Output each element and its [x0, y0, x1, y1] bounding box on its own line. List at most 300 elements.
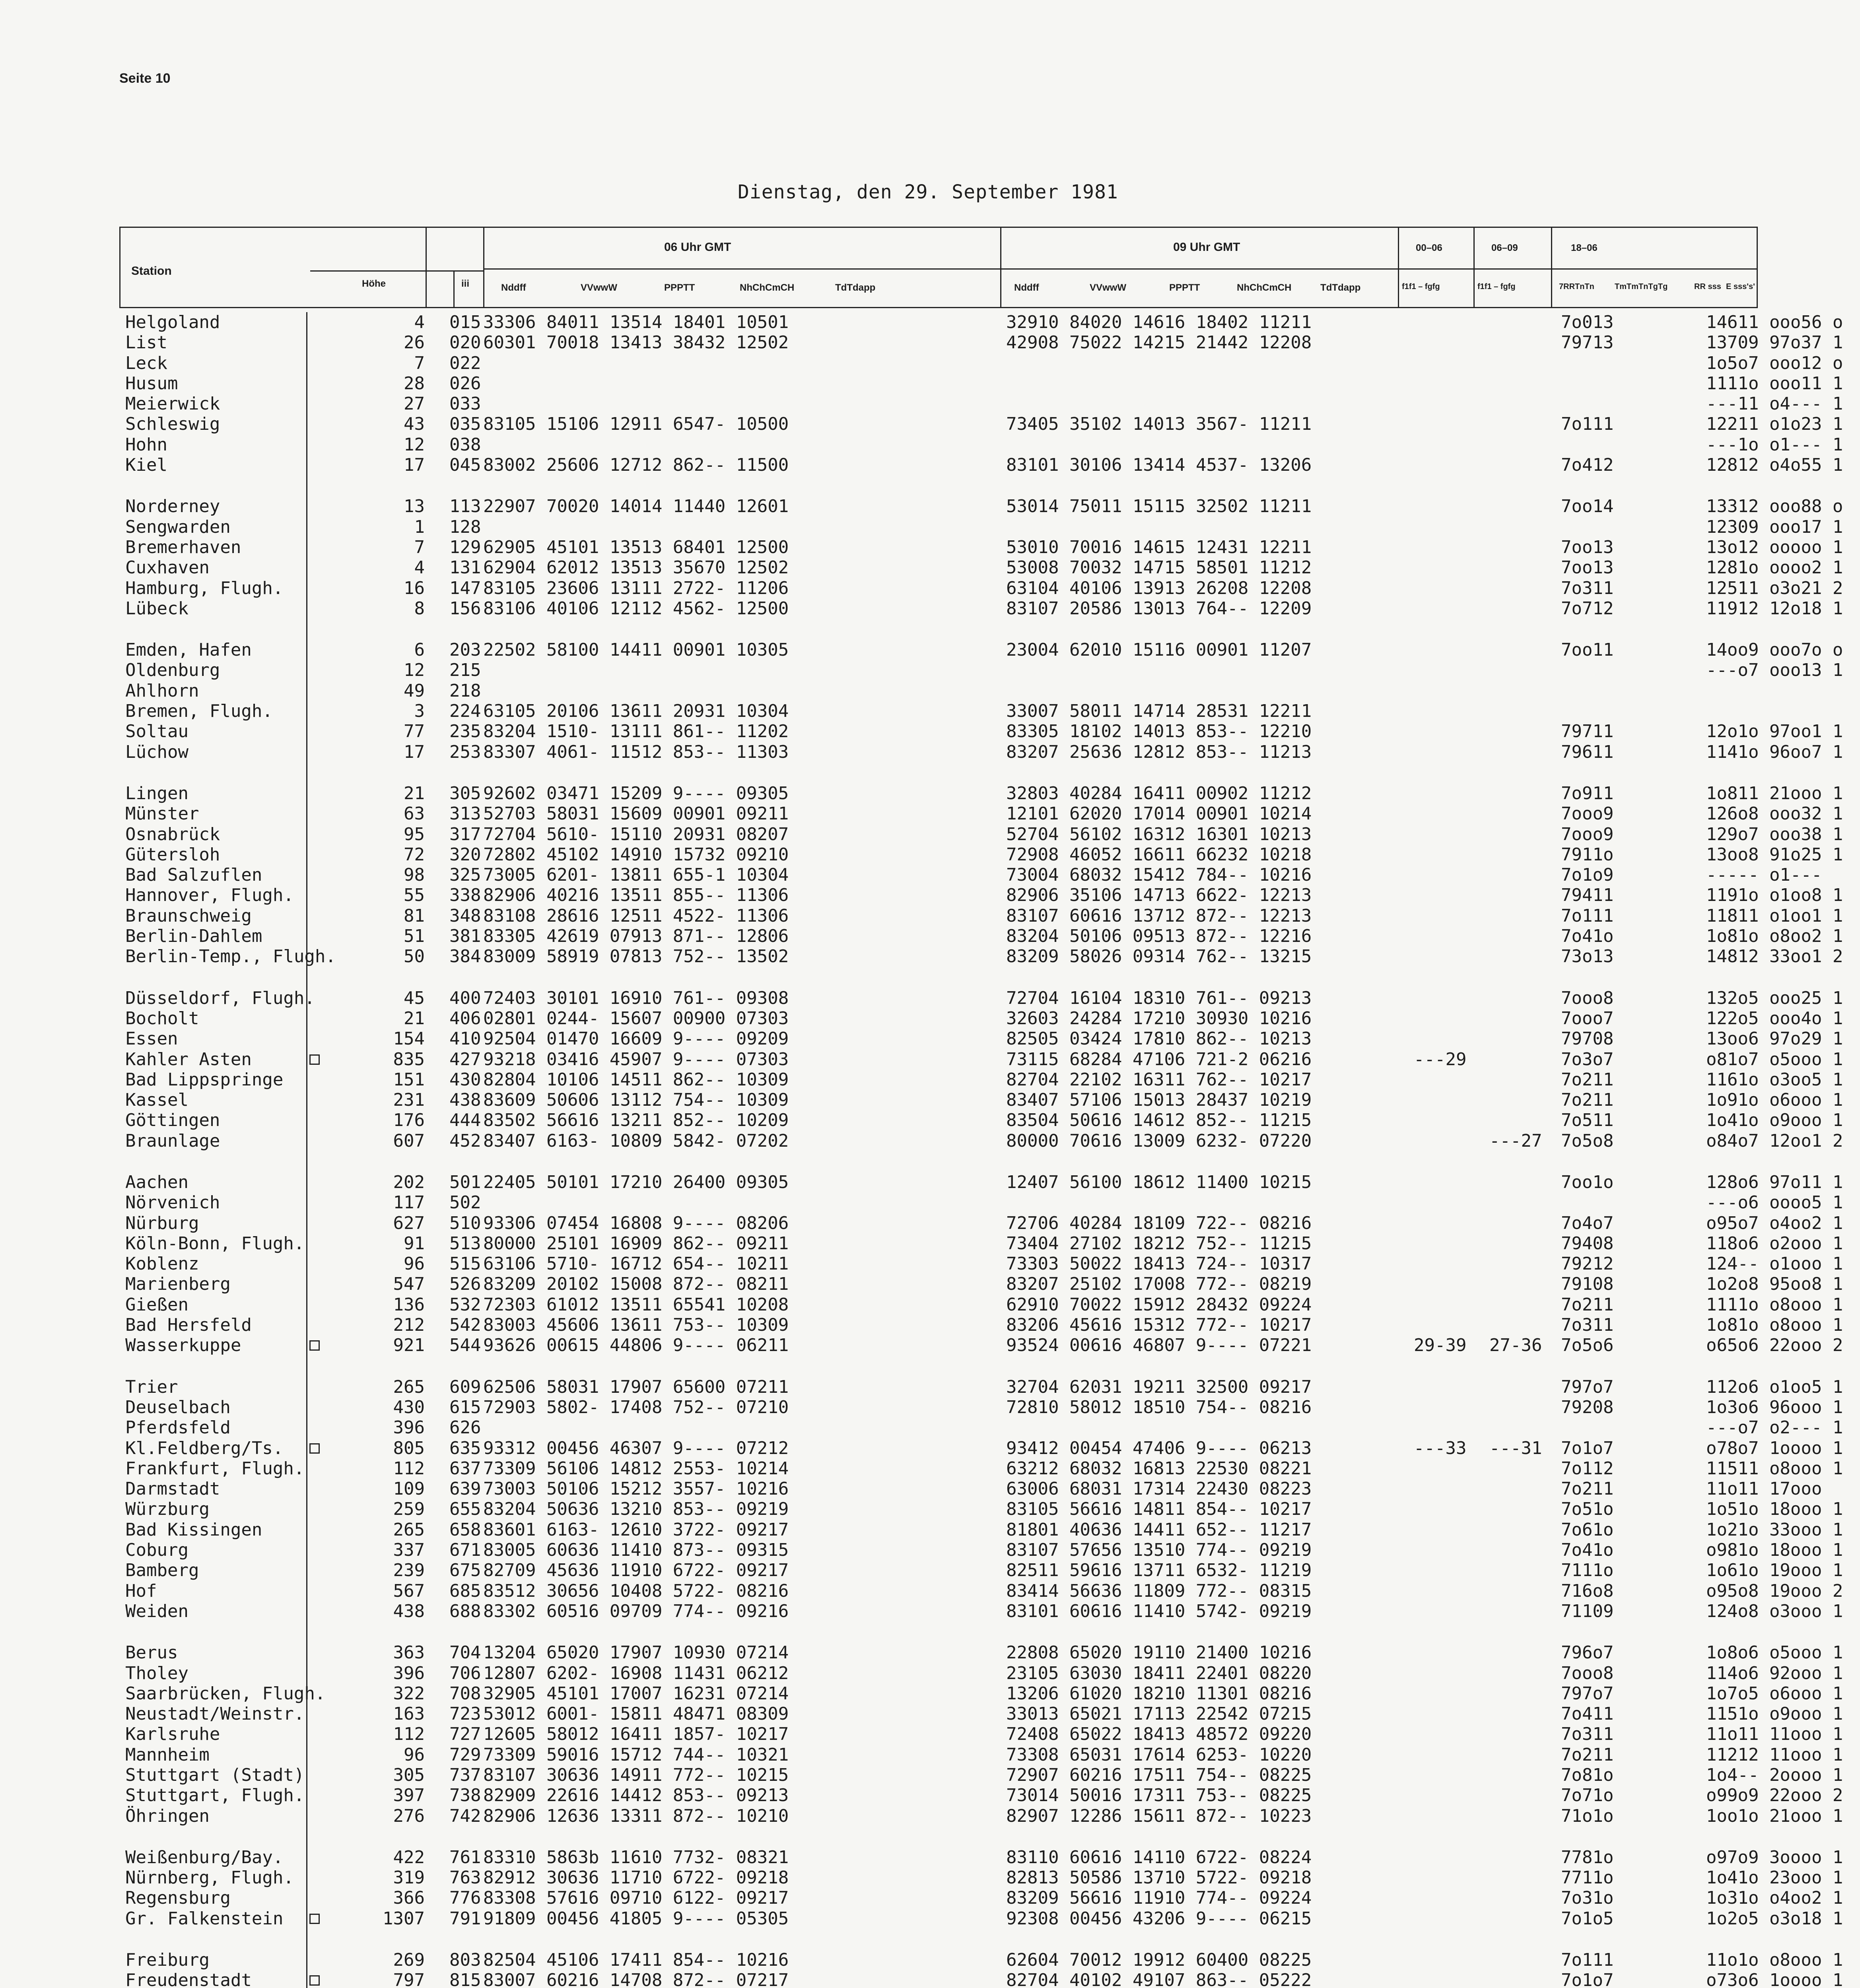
station-index: 706: [449, 1663, 481, 1683]
obs-06: 83407 6163- 10809 5842- 07202: [483, 1130, 789, 1151]
station-name: Schleswig: [125, 414, 220, 435]
station-name: Berlin-Temp., Flugh.: [125, 946, 336, 967]
station-name: Bad Hersfeld: [125, 1315, 252, 1336]
station-hoehe: 4: [414, 557, 425, 578]
obs-06: 83512 30656 10408 5722- 08216: [483, 1580, 789, 1601]
station-name: Braunlage: [125, 1130, 220, 1151]
obs-06: 92504 01470 16609 9---- 09209: [483, 1029, 789, 1049]
obs-09: 83414 56636 11809 772-- 08315: [1006, 1580, 1312, 1601]
station-hoehe: 17: [404, 455, 425, 476]
obs-extra: ---o7 o2--- 1: [1706, 1417, 1843, 1438]
obs-06: 52703 58031 15609 00901 09211: [483, 804, 789, 824]
obs-extra: 1o41o o9ooo 1: [1706, 1110, 1843, 1131]
obs-09: 62604 70012 19912 60400 08225: [1006, 1950, 1312, 1971]
station-name: Wasserkuppe: [125, 1335, 241, 1356]
table-row: [119, 681, 1758, 701]
station-table: [119, 312, 1843, 1988]
obs-09: 83101 60616 11410 5742- 09219: [1006, 1601, 1312, 1621]
obs-06: 83105 23606 13111 2722- 11206: [483, 578, 789, 598]
table-row: [119, 414, 1843, 435]
station-hoehe: 112: [393, 1458, 425, 1479]
obs-extra: 1151o o9ooo 1: [1706, 1704, 1843, 1724]
station-name: Darmstadt: [125, 1479, 220, 1499]
obs-18-06: 7o51o: [1561, 1499, 1614, 1520]
station-index: 015: [449, 312, 481, 332]
station-index: 113: [449, 496, 481, 517]
station-index: 708: [449, 1683, 481, 1704]
table-row: [119, 332, 1843, 353]
table-row: [119, 742, 1843, 762]
obs-18-06: 7o61o: [1561, 1519, 1614, 1540]
table-row: [119, 1888, 1843, 1908]
station-index: 704: [449, 1642, 481, 1663]
obs-18-06: 7oo13: [1561, 557, 1614, 578]
obs-06: 82804 10106 14511 862-- 10309: [483, 1069, 789, 1090]
obs-06: 83005 60636 11410 873-- 09315: [483, 1540, 789, 1561]
station-index: 022: [449, 353, 481, 373]
obs-06: 72403 30101 16910 761-- 09308: [483, 988, 789, 1008]
station-hoehe: 51: [404, 926, 425, 947]
table-row: [119, 1069, 1843, 1090]
obs-06: 83305 42619 07913 871-- 12806: [483, 926, 789, 947]
station-name: Weiden: [125, 1601, 189, 1621]
station-index: 128: [449, 516, 481, 537]
station-name: List: [125, 332, 167, 353]
obs-18-06: 71109: [1561, 1601, 1614, 1621]
station-name: Gr. Falkenstein: [125, 1908, 284, 1929]
obs-18-06: 7711o: [1561, 1868, 1614, 1888]
station-hoehe: 3: [414, 701, 425, 722]
station-index: 038: [449, 434, 481, 455]
table-row: [119, 1029, 1843, 1049]
obs-18-06: 7781o: [1561, 1847, 1614, 1868]
station-index: 026: [449, 373, 481, 394]
station-hoehe: 49: [404, 680, 425, 701]
square-marker: [309, 1054, 320, 1065]
table-row: [119, 598, 1843, 619]
obs-06: 82709 45636 11910 6722- 09217: [483, 1560, 789, 1581]
obs-06: 83209 20102 15008 872-- 08211: [483, 1274, 789, 1295]
obs-09: 53008 70032 14715 58501 11212: [1006, 557, 1312, 578]
obs-06: 22405 50101 17210 26400 09305: [483, 1172, 789, 1192]
obs-18-06: 7ooo8: [1561, 1663, 1614, 1683]
obs-extra: ---11 o4--- 1: [1706, 394, 1843, 414]
header-06-gmt: 06 Uhr GMT: [664, 241, 731, 254]
table-row: [119, 1090, 1843, 1110]
station-hoehe: 567: [393, 1580, 425, 1601]
station-index: 776: [449, 1888, 481, 1908]
station-index: 671: [449, 1540, 481, 1561]
station-name: Mannheim: [125, 1744, 210, 1765]
station-name: Karlsruhe: [125, 1724, 220, 1745]
obs-18-06: 7ooo9: [1561, 804, 1614, 824]
obs-18-06: 71o1o: [1561, 1806, 1614, 1826]
obs-18-06: 7o3o7: [1561, 1049, 1614, 1070]
obs-09: 72704 16104 18310 761-- 09213: [1006, 988, 1312, 1008]
station-index: 317: [449, 824, 481, 845]
station-name: Regensburg: [125, 1888, 231, 1908]
obs-18-06: 79611: [1561, 742, 1614, 762]
obs-09: 83305 18102 14013 853-- 12210: [1006, 721, 1312, 742]
station-name: Nürnberg, Flugh.: [125, 1868, 294, 1888]
station-index: 542: [449, 1315, 481, 1336]
col-nddff-09: Nddff: [1014, 282, 1039, 293]
obs-09: 72408 65022 18413 48572 09220: [1006, 1724, 1312, 1745]
station-hoehe: 805: [393, 1438, 425, 1458]
obs-09: 92308 00456 43206 9---- 06215: [1006, 1908, 1312, 1929]
station-index: 658: [449, 1519, 481, 1540]
station-hoehe: 26: [404, 332, 425, 353]
obs-extra: 1o4-- 2oooo 1: [1706, 1765, 1843, 1785]
station-index: 532: [449, 1294, 481, 1315]
obs-extra: ---o6 oooo5 1: [1706, 1192, 1843, 1213]
station-index: 637: [449, 1458, 481, 1479]
obs-06: 83107 30636 14911 772-- 10215: [483, 1765, 789, 1785]
station-hoehe: 96: [404, 1744, 425, 1765]
station-index: 348: [449, 905, 481, 926]
obs-06: 93218 03416 45907 9---- 07303: [483, 1049, 789, 1070]
obs-18-06: 7oo14: [1561, 496, 1614, 517]
station-index: 224: [449, 701, 481, 722]
station-hoehe: 176: [393, 1110, 425, 1131]
station-hoehe: 797: [393, 1970, 425, 1988]
obs-extra: 1o81o o8oo2 1: [1706, 926, 1843, 947]
station-hoehe: 269: [393, 1950, 425, 1971]
obs-06: 83002 25606 12712 862-- 11500: [483, 455, 789, 476]
obs-extra: ---1o o1--- 1: [1706, 434, 1843, 455]
obs-18-06: 7o211: [1561, 1090, 1614, 1110]
obs-18-06: 7o111: [1561, 414, 1614, 435]
obs-18-06: 7ooo8: [1561, 988, 1614, 1008]
obs-extra: 1o21o 33ooo 1: [1706, 1519, 1843, 1540]
obs-extra: 1o8o6 o5ooo 1: [1706, 1642, 1843, 1663]
obs-06: 91809 00456 41805 9---- 05305: [483, 1908, 789, 1929]
obs-09: 83110 60616 14110 6722- 08224: [1006, 1847, 1312, 1868]
station-hoehe: 438: [393, 1601, 425, 1621]
station-name: Meierwick: [125, 394, 220, 414]
obs-06: 82906 12636 13311 872-- 10210: [483, 1806, 789, 1826]
obs-18-06: 7ooo9: [1561, 824, 1614, 845]
obs-06: 83108 28616 12511 4522- 11306: [483, 905, 789, 926]
table-row: [119, 1908, 1843, 1929]
obs-09: 13206 61020 18210 11301 08216: [1006, 1683, 1312, 1704]
obs-extra: 118o6 o2ooo 1: [1706, 1233, 1843, 1254]
header-frame: [119, 227, 1758, 308]
obs-18-06: 79708: [1561, 1029, 1614, 1049]
station-name: Saarbrücken, Flugh.: [125, 1683, 326, 1704]
header-09-gmt: 09 Uhr GMT: [1173, 241, 1240, 254]
station-index: 427: [449, 1049, 481, 1070]
obs-09: 73404 27102 18212 752-- 11215: [1006, 1233, 1312, 1254]
station-index: 381: [449, 926, 481, 947]
station-hoehe: 27: [404, 394, 425, 414]
station-name: Soltau: [125, 721, 189, 742]
station-name: Münster: [125, 804, 199, 824]
station-name: Leck: [125, 353, 167, 373]
col-vwww-09: VVwwW: [1090, 282, 1127, 293]
station-name: Neustadt/Weinstr.: [125, 1704, 305, 1724]
table-row: [119, 1806, 1843, 1826]
obs-extra: 1o3o6 96ooo 1: [1706, 1397, 1843, 1417]
table-row: [119, 1397, 1843, 1417]
station-index: 218: [449, 680, 481, 701]
header-iii: iii: [461, 278, 470, 289]
station-index: 515: [449, 1254, 481, 1274]
obs-06: 72903 5802- 17408 752-- 07210: [483, 1397, 789, 1417]
station-name: Koblenz: [125, 1254, 199, 1274]
table-row: [119, 394, 1843, 414]
obs-extra: 12309 ooo17 1: [1706, 516, 1843, 537]
obs-18-06: 7o31o: [1561, 1888, 1614, 1908]
station-hoehe: 231: [393, 1090, 425, 1110]
col-f1: f1f1 – fgfg: [1402, 282, 1440, 291]
obs-09: 93524 00616 46807 9---- 07221: [1006, 1335, 1312, 1356]
station-hoehe: 276: [393, 1806, 425, 1826]
obs-extra: 1o31o o4oo2 1: [1706, 1888, 1843, 1908]
station-index: 020: [449, 332, 481, 353]
obs-09: 83207 25102 17008 772-- 08219: [1006, 1274, 1312, 1295]
station-name: Emden, Hafen: [125, 640, 252, 660]
obs-06: 73005 6201- 13811 655-1 10304: [483, 865, 789, 885]
station-hoehe: 98: [404, 865, 425, 885]
station-name: Würzburg: [125, 1499, 210, 1520]
obs-06: 93626 00615 44806 9---- 06211: [483, 1335, 789, 1356]
obs-09: 83209 56616 11910 774-- 09224: [1006, 1888, 1312, 1908]
table-row: [119, 1376, 1843, 1397]
obs-extra: o97o9 3oooo 1: [1706, 1847, 1843, 1868]
period-06-09: ---31: [1489, 1438, 1542, 1458]
col-f2: f1f1 – fgfg: [1477, 282, 1516, 291]
table-row: [119, 1580, 1843, 1601]
station-hoehe: 17: [404, 742, 425, 762]
station-name: Freiburg: [125, 1950, 210, 1971]
station-name: Sengwarden: [125, 516, 231, 537]
table-row: [119, 516, 1843, 537]
station-name: Bremen, Flugh.: [125, 701, 273, 722]
obs-06: 33306 84011 13514 18401 10501: [483, 312, 789, 332]
station-name: Gütersloh: [125, 844, 220, 865]
station-hoehe: 366: [393, 1888, 425, 1908]
obs-09: 22808 65020 19110 21400 10216: [1006, 1642, 1312, 1663]
obs-06: 53012 6001- 15811 48471 08309: [483, 1704, 789, 1724]
table-row: [119, 988, 1843, 1008]
station-index: 305: [449, 783, 481, 804]
station-hoehe: 1307: [383, 1908, 425, 1929]
obs-09: 33013 65021 17113 22542 07215: [1006, 1704, 1312, 1724]
obs-extra: 1o2o8 95oo8 1: [1706, 1274, 1843, 1295]
obs-extra: 114o6 92ooo 1: [1706, 1663, 1843, 1683]
obs-09: 73405 35102 14013 3567- 11211: [1006, 414, 1312, 435]
obs-06: 83308 57616 09710 6122- 09217: [483, 1888, 789, 1908]
obs-06: 92602 03471 15209 9---- 09305: [483, 783, 789, 804]
station-index: 410: [449, 1029, 481, 1049]
station-name: Kahler Asten: [125, 1049, 252, 1070]
station-name: Bremerhaven: [125, 537, 241, 557]
table-row: [119, 1847, 1843, 1868]
obs-extra: 1191o o1oo8 1: [1706, 885, 1843, 906]
obs-09: 72810 58012 18510 754-- 08216: [1006, 1397, 1312, 1417]
station-hoehe: 835: [393, 1049, 425, 1070]
obs-extra: 11o1o o8ooo 1: [1706, 1950, 1843, 1971]
table-row: [119, 905, 1843, 926]
obs-18-06: 7o511: [1561, 1110, 1614, 1131]
station-hoehe: 239: [393, 1560, 425, 1581]
table-row: [119, 1294, 1843, 1315]
table-row: [119, 660, 1843, 681]
square-marker: [309, 1340, 320, 1351]
station-hoehe: 72: [404, 844, 425, 865]
table-row: [119, 1499, 1843, 1520]
obs-06: 83003 45606 13611 753-- 10309: [483, 1315, 789, 1336]
obs-06: 62905 45101 13513 68401 12500: [483, 537, 789, 557]
station-hoehe: 95: [404, 824, 425, 845]
station-index: 452: [449, 1130, 481, 1151]
station-name: Gießen: [125, 1294, 189, 1315]
obs-18-06: 7o4o7: [1561, 1213, 1614, 1233]
station-hoehe: 43: [404, 414, 425, 435]
col-tdapp-06: TdTdapp: [835, 282, 876, 293]
obs-09: 63104 40106 13913 26208 12208: [1006, 578, 1312, 598]
obs-06: 63106 5710- 16712 654-- 10211: [483, 1254, 789, 1274]
station-name: Essen: [125, 1029, 178, 1049]
table-row: [119, 312, 1843, 332]
obs-extra: 1o5o7 ooo12 o: [1706, 353, 1843, 373]
col-nch-06: NhChCmCH: [740, 282, 795, 293]
period-00-06: ---33: [1414, 1438, 1467, 1458]
table-row: [119, 1335, 1843, 1356]
header-hoehe: Höhe: [362, 278, 386, 289]
obs-extra: 1o7o5 o6ooo 1: [1706, 1683, 1843, 1704]
table-row: [119, 1417, 1843, 1438]
table-row: [119, 1950, 1843, 1971]
obs-18-06: 79713: [1561, 332, 1614, 353]
station-name: Hof: [125, 1580, 157, 1601]
obs-09: 82907 12286 15611 872-- 10223: [1006, 1806, 1312, 1826]
table-row: [119, 926, 1843, 947]
date-line: Dienstag, den 29. September 1981: [738, 181, 1118, 203]
obs-06: 73003 50106 15212 3557- 10216: [483, 1479, 789, 1499]
station-name: Frankfurt, Flugh.: [125, 1458, 305, 1479]
station-index: 129: [449, 537, 481, 557]
station-index: 438: [449, 1090, 481, 1110]
station-group: [119, 496, 1843, 619]
col-nddff-06: Nddff: [501, 282, 526, 293]
obs-09: 82906 35106 14713 6622- 12213: [1006, 885, 1312, 906]
table-row: [119, 701, 1758, 721]
table-row: [119, 1704, 1843, 1724]
station-index: 742: [449, 1806, 481, 1826]
station-hoehe: 202: [393, 1172, 425, 1192]
obs-09: 83107 20586 13013 764-- 12209: [1006, 598, 1312, 619]
obs-extra: 11o11 11ooo 1: [1706, 1724, 1843, 1745]
obs-extra: o981o 18ooo 1: [1706, 1540, 1843, 1561]
obs-extra: 11o11 17ooo: [1706, 1479, 1822, 1499]
station-hoehe: 77: [404, 721, 425, 742]
obs-extra: 12511 o3o21 2: [1706, 578, 1843, 598]
obs-06: 62506 58031 17907 65600 07211: [483, 1376, 789, 1397]
station-index: 147: [449, 578, 481, 598]
header-period-06-09: 06–09: [1491, 243, 1518, 253]
station-hoehe: 109: [393, 1479, 425, 1499]
station-hoehe: 163: [393, 1704, 425, 1724]
table-row: [119, 1315, 1843, 1336]
obs-06: 60301 70018 13413 38432 12502: [483, 332, 789, 353]
square-marker: [309, 1443, 320, 1454]
table-row: [119, 1110, 1843, 1131]
station-group: [119, 640, 1843, 762]
table-row: [119, 353, 1843, 373]
station-index: 803: [449, 1950, 481, 1971]
obs-18-06: 7o5o6: [1561, 1335, 1614, 1356]
obs-06: 83302 60516 09709 774-- 09216: [483, 1601, 789, 1621]
table-row: [119, 844, 1843, 865]
station-index: 615: [449, 1397, 481, 1417]
station-name: Osnabrück: [125, 824, 220, 845]
obs-06: 80000 25101 16909 862-- 09211: [483, 1233, 789, 1254]
obs-06: 83009 58919 07813 752-- 13502: [483, 946, 789, 967]
station-name: Göttingen: [125, 1110, 220, 1131]
obs-06: 82912 30636 11710 6722- 09218: [483, 1868, 789, 1888]
obs-extra: o95o8 19ooo 2: [1706, 1580, 1843, 1601]
col-ppptt-06: PPPTT: [664, 282, 695, 293]
station-name: Lübeck: [125, 598, 189, 619]
obs-06: 93312 00456 46307 9---- 07212: [483, 1438, 789, 1458]
header-station: Station: [131, 264, 172, 278]
station-hoehe: 21: [404, 783, 425, 804]
obs-09: 82704 40102 49107 863-- 05222: [1006, 1970, 1312, 1988]
obs-18-06: 73o13: [1561, 946, 1614, 967]
table-row: [119, 885, 1843, 906]
obs-09: 63212 68032 16813 22530 08221: [1006, 1458, 1312, 1479]
station-index: 626: [449, 1417, 481, 1438]
station-index: 688: [449, 1601, 481, 1621]
obs-18-06: 7oo13: [1561, 537, 1614, 557]
obs-18-06: 7o112: [1561, 1458, 1614, 1479]
obs-06: 13204 65020 17907 10930 07214: [483, 1642, 789, 1663]
obs-extra: 12812 o4o55 1: [1706, 455, 1843, 476]
station-hoehe: 547: [393, 1274, 425, 1295]
obs-06: 83307 4061- 11512 853-- 11303: [483, 742, 789, 762]
station-index: 501: [449, 1172, 481, 1192]
table-row: [119, 1438, 1843, 1458]
obs-06: 22907 70020 14014 11440 12601: [483, 496, 789, 517]
col-rr: RR sss: [1694, 282, 1721, 291]
obs-18-06: 7o211: [1561, 1069, 1614, 1090]
obs-09: 12101 62020 17014 00901 10214: [1006, 804, 1312, 824]
obs-18-06: 7o211: [1561, 1294, 1614, 1315]
obs-09: 63006 68031 17314 22430 08223: [1006, 1479, 1312, 1499]
obs-06: 82909 22616 14412 853-- 09213: [483, 1785, 789, 1806]
station-index: 131: [449, 557, 481, 578]
obs-09: 83209 58026 09314 762-- 13215: [1006, 946, 1312, 967]
obs-18-06: 7oo11: [1561, 640, 1614, 660]
table-row: [119, 1560, 1843, 1581]
station-hoehe: 7: [414, 353, 425, 373]
period-00-06: 29-39: [1414, 1335, 1467, 1356]
station-name: Nörvenich: [125, 1192, 220, 1213]
obs-extra: 12211 o1o23 1: [1706, 414, 1843, 435]
station-name: Berus: [125, 1642, 178, 1663]
station-index: 635: [449, 1438, 481, 1458]
obs-09: 82813 50586 13710 5722- 09218: [1006, 1868, 1312, 1888]
station-name: Norderney: [125, 496, 220, 517]
station-index: 639: [449, 1479, 481, 1499]
obs-18-06: 7o911: [1561, 783, 1614, 804]
obs-06: 12807 6202- 16908 11431 06212: [483, 1663, 789, 1683]
station-hoehe: 265: [393, 1376, 425, 1397]
table-row: [119, 1233, 1843, 1254]
station-index: 526: [449, 1274, 481, 1295]
